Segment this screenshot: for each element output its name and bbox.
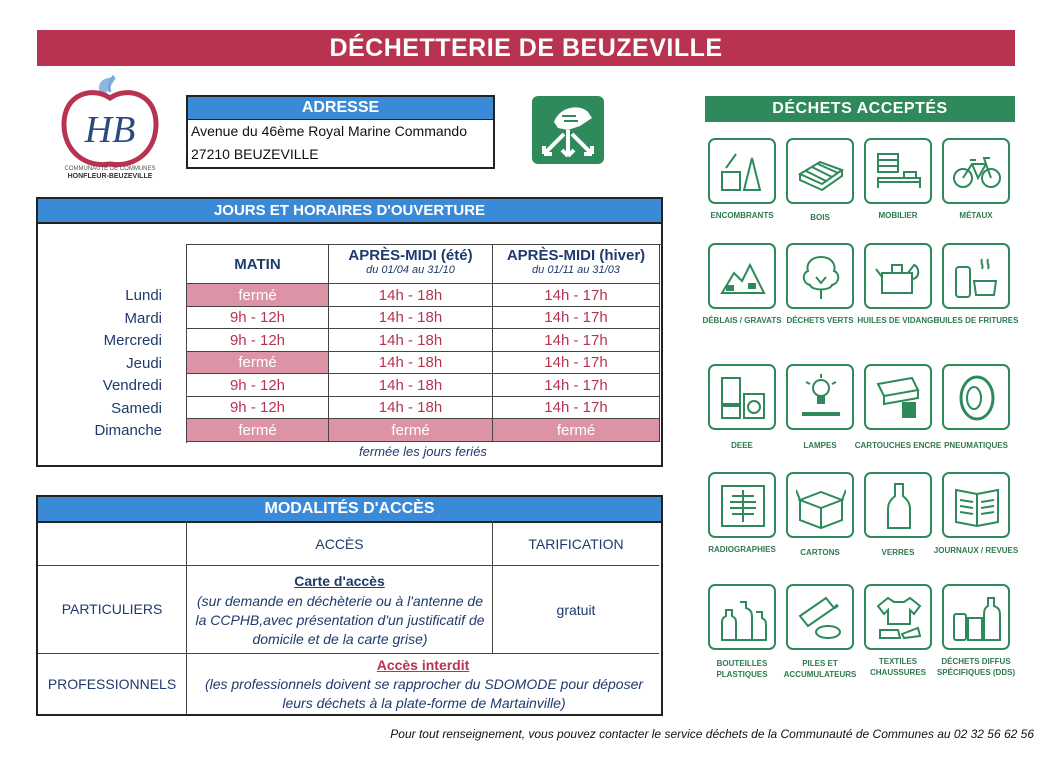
bulky-icon — [708, 138, 776, 204]
divider — [38, 653, 659, 654]
particuliers-title: Carte d'accès — [294, 573, 385, 589]
waste-label: DÉCHETS DIFFUS SPÉCIFIQUES (DDS) — [936, 657, 1016, 677]
hours-cell: 14h - 18h — [329, 352, 493, 374]
logo-line1: COMMUNAUTÉ DE COMMUNES — [64, 166, 156, 172]
furniture-icon — [864, 138, 932, 204]
waste-header: DÉCHETS ACCEPTÉS — [705, 96, 1015, 122]
particuliers-label: PARTICULIERS — [61, 601, 163, 617]
address-header: ADRESSE — [188, 97, 493, 120]
address-box — [186, 95, 495, 169]
hours-cell: 14h - 17h — [493, 374, 660, 397]
waste-label: PILES ET ACCUMULATEURS — [783, 659, 857, 679]
waste-label: VERRES — [881, 548, 915, 557]
day-label: Lundi — [125, 287, 162, 304]
sorting-hand-icon — [532, 96, 604, 164]
waste-label: RADIOGRAPHIES — [708, 545, 776, 554]
professionnels-title: Accès interdit — [376, 657, 470, 673]
hours-cell: fermé — [187, 284, 329, 307]
tire-icon — [942, 364, 1010, 430]
hours-cell: 14h - 17h — [493, 397, 660, 419]
chemicals-icon — [942, 584, 1010, 650]
waste-label: BOUTEILLES PLASTIQUES — [716, 659, 768, 679]
hours-cell: 14h - 18h — [329, 329, 493, 352]
waste-label: JOURNAUX / REVUES — [933, 546, 1019, 555]
waste-label: BOIS — [810, 213, 830, 222]
waste-label: DEEE — [731, 441, 753, 450]
waste-label: CARTOUCHES ENCRE — [854, 441, 942, 450]
hours-cell: 14h - 17h — [493, 307, 660, 329]
appliances-icon — [708, 364, 776, 430]
lamp-icon — [786, 364, 854, 430]
waste-label: MOBILIER — [878, 211, 918, 220]
hours-cell: 14h - 18h — [329, 307, 493, 329]
community-logo — [56, 72, 164, 184]
particuliers-price: gratuit — [556, 602, 596, 618]
battery-icon — [786, 584, 854, 650]
col-price-header: TARIFICATION — [528, 536, 624, 552]
hours-cell: fermé — [493, 419, 660, 442]
plastic-bottles-icon — [708, 584, 776, 650]
col-access-header: ACCÈS — [315, 536, 364, 552]
divider — [38, 565, 659, 566]
day-label: Dimanche — [94, 422, 162, 439]
hours-cell: 14h - 17h — [493, 352, 660, 374]
hours-header: JOURS ET HORAIRES D'OUVERTURE — [38, 199, 661, 224]
waste-label: MÉTAUX — [959, 211, 993, 220]
waste-label: DÉCHETS VERTS — [786, 316, 854, 325]
hours-cell: fermé — [187, 419, 329, 442]
col-morning-header: MATIN — [187, 245, 329, 284]
hours-cell: 14h - 18h — [329, 284, 493, 307]
day-label: Vendredi — [102, 377, 162, 394]
col-summer-header — [329, 245, 493, 284]
rubble-icon — [708, 243, 776, 309]
col-winter-header — [493, 245, 660, 284]
waste-label: DÉBLAIS / GRAVATS — [702, 316, 782, 325]
waste-label: PNEUMATIQUES — [944, 441, 1008, 450]
hours-cell: 14h - 18h — [329, 374, 493, 397]
professionnels-text: (les professionnels doivent se rapprocher du SDOMODE pour déposer leurs déchets à la plate-forme de Martainville) — [204, 676, 644, 711]
newspaper-icon — [942, 472, 1010, 538]
professionnels-label: PROFESSIONNELS — [47, 676, 177, 692]
waste-label: HUILES DE FRITURES — [933, 316, 1019, 325]
waste-label: HUILES DE VIDANGE — [857, 316, 939, 325]
xray-icon — [708, 472, 776, 538]
footer-contact: Pour tout renseignement, vous pouvez contacter le service déchets de la Communauté de Communes au 02 32 56 62 56 — [390, 727, 1034, 741]
bottle-icon — [864, 472, 932, 538]
hours-cell: fermé — [329, 419, 493, 442]
hours-cell: 9h - 12h — [187, 374, 329, 397]
day-label: Mardi — [124, 310, 162, 327]
holiday-note: fermée les jours feriés — [359, 444, 487, 459]
hours-cell: 9h - 12h — [187, 307, 329, 329]
hours-cell: 9h - 12h — [187, 329, 329, 352]
access-header: MODALITÉS D'ACCÈS — [38, 497, 661, 523]
hours-cell: 14h - 18h — [329, 397, 493, 419]
col-summer-sub: du 01/04 au 31/10 — [366, 264, 455, 276]
address-line2: 27210 BEUZEVILLE — [191, 146, 319, 162]
hours-cell: 14h - 17h — [493, 284, 660, 307]
hours-cell: fermé — [187, 352, 329, 374]
oil-can-icon — [864, 243, 932, 309]
waste-label: ENCOMBRANTS — [710, 211, 774, 220]
day-label: Mercredi — [103, 332, 162, 349]
day-label: Samedi — [111, 400, 162, 417]
hours-cell: 14h - 17h — [493, 329, 660, 352]
particuliers-text: (sur demande en déchèterie ou à l'antenne de la CCPHB,avec présentation d'un justificatif de domicile et de la carte grise) — [195, 593, 485, 647]
box-icon — [786, 472, 854, 538]
pallet-icon — [786, 138, 854, 204]
logo-initials: HB — [84, 109, 136, 151]
waste-label: TEXTILES CHAUSSURES — [869, 657, 926, 677]
day-label: Jeudi — [126, 355, 162, 372]
frying-oil-icon — [942, 243, 1010, 309]
page-title: DÉCHETTERIE DE BEUZEVILLE — [37, 30, 1015, 66]
bicycle-icon — [942, 138, 1010, 204]
logo-line2: HONFLEUR-BEUZEVILLE — [67, 173, 153, 180]
ink-cartridge-icon — [864, 364, 932, 430]
tree-icon — [786, 243, 854, 309]
hours-cell: 9h - 12h — [187, 397, 329, 419]
waste-label: CARTONS — [800, 548, 840, 557]
col-summer-title: APRÈS-MIDI (été) — [348, 247, 473, 264]
address-line1: Avenue du 46ème Royal Marine Commando — [191, 123, 468, 139]
textile-icon — [864, 584, 932, 650]
waste-label: LAMPES — [803, 441, 837, 450]
col-winter-sub: du 01/11 au 31/03 — [532, 264, 620, 276]
col-winter-title: APRÈS-MIDI (hiver) — [506, 247, 646, 264]
